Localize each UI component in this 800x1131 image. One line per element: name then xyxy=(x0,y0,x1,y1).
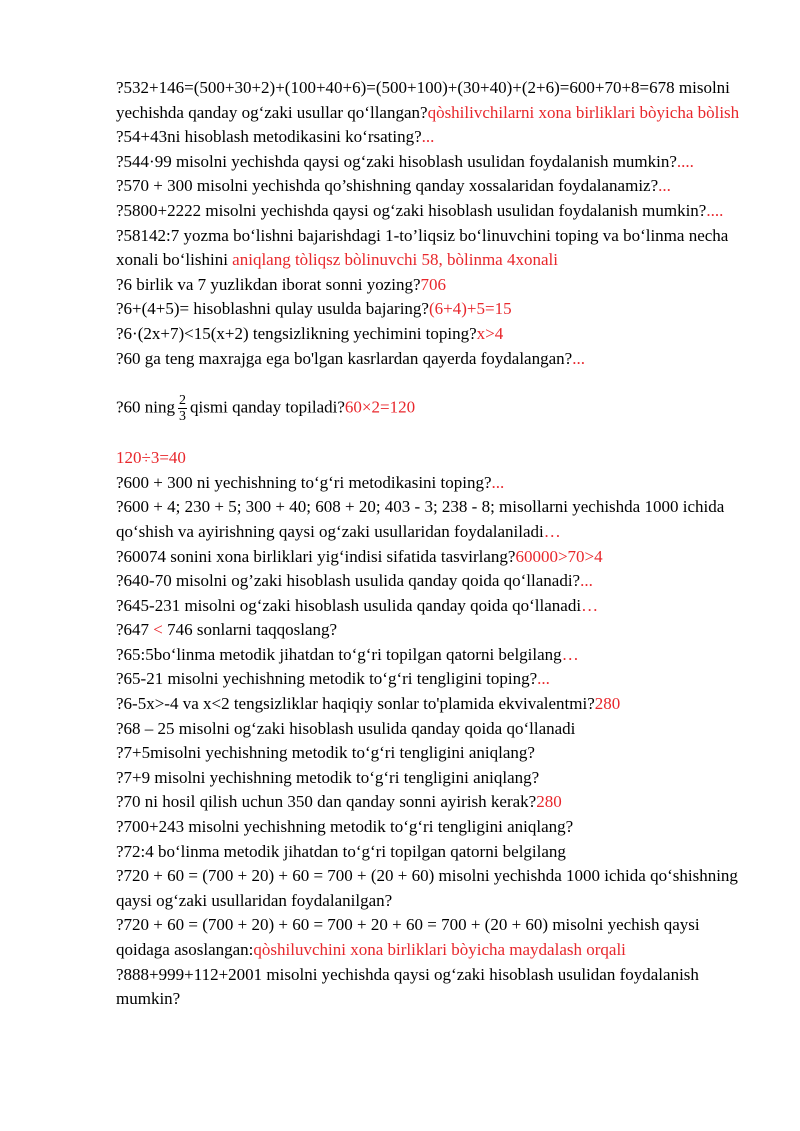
answer-text: ... xyxy=(491,472,505,492)
answer-text: qòshiluvchini xona birliklari bòyicha maydalash orqali xyxy=(253,940,626,959)
answer-text: 60000>70>4 xyxy=(515,546,603,566)
answer-text: 706 xyxy=(420,274,447,294)
question-line xyxy=(116,643,756,668)
answer-text: … xyxy=(543,521,561,541)
answer-text: 60×2=120 xyxy=(344,397,416,417)
answer-text: 280 xyxy=(536,792,562,812)
answer-text: < xyxy=(153,620,163,640)
question-line xyxy=(116,322,756,347)
question-text: ?58142:7 yozma bo‘lishni bajarishdagi 1-to’liqsiz bo‘linuvchini toping va bo‘linma necha xonali bo‘lishini xyxy=(116,225,729,270)
question-text: ?888+999+112+2001 misolni yechishda qaysi og‘zaki hisoblash usulidan foydalanish mumkin? xyxy=(116,964,699,1009)
question-line xyxy=(116,766,756,791)
question-line xyxy=(116,150,756,175)
fraction-numerator: 2 xyxy=(179,393,187,409)
fraction-denominator: 3 xyxy=(179,409,187,425)
question-line xyxy=(116,297,756,322)
question-text: ?647 xyxy=(116,620,154,640)
question-line xyxy=(116,224,756,273)
question-line xyxy=(116,273,756,298)
question-line xyxy=(116,741,756,766)
question-text: ?7+5misolni yechishning metodik to‘g‘ri tengligini aniqlang? xyxy=(116,743,535,763)
question-line xyxy=(116,913,756,962)
answer-text: ... xyxy=(658,176,671,196)
question-line xyxy=(116,618,756,643)
answer-text: (6+4)+5=15 xyxy=(428,299,512,319)
question-text: ?6 birlik va 7 yuzlikdan iborat sonni yozing? xyxy=(116,274,421,294)
question-text: ?720 + 60 = (700 + 20) + 60 = 700 + (20 + 60) misolni yechishda 1000 ichida qo‘shishning qaysi og‘zaki usullaridan foydalanilgan? xyxy=(116,866,738,910)
question-text: ?70 ni hosil qilish uchun 350 dan qanday sonni ayirish kerak? xyxy=(116,792,537,812)
answer-text: .... xyxy=(706,200,724,220)
question-line xyxy=(116,717,756,742)
question-line xyxy=(116,790,756,815)
question-text: ?544·99 misolni yechishda qaysi og‘zaki hisoblash usulidan foydalanish mumkin? xyxy=(116,151,677,171)
answer-text: … xyxy=(561,644,579,664)
question-line xyxy=(116,125,756,150)
answer-text: 280 xyxy=(594,694,621,714)
question-line xyxy=(116,864,756,913)
question-text: ?65:5bo‘linma metodik jihatdan to‘g‘ri topilgan qatorni belgilang xyxy=(116,644,562,664)
question-line xyxy=(116,495,756,544)
question-text: ?54+43ni hisoblash metodikasini ko‘rsating? xyxy=(116,127,422,147)
answer-text: qòshilivchilarni xona birliklari bòyicha bòlish xyxy=(427,102,740,122)
question-line xyxy=(116,199,756,224)
question-text: ?7+9 misolni yechishning metodik to‘g‘ri tengligini aniqlang? xyxy=(116,767,540,787)
question-text: ?65-21 misolni yechishning metodik to‘g‘ri tengligini toping? xyxy=(116,669,538,689)
question-text: ?60074 sonini xona birliklari yig‘indisi sifatida tasvirlang? xyxy=(116,546,516,566)
answer-text: ... xyxy=(572,348,585,368)
answer-text: aniqlang tòliqsz bòlinuvchi 58, bòlinma 4xonali xyxy=(232,250,558,270)
answer-text: x>4 xyxy=(476,323,504,343)
question-text: ?6·(2x+7)<15(x+2) tengsizlikning yechimini toping? xyxy=(116,323,477,343)
question-line xyxy=(116,471,756,496)
question-line xyxy=(116,174,756,199)
question-line xyxy=(116,840,756,865)
question-text: ?72:4 bo‘linma metodik jihatdan to‘g‘ri topilgan qatorni belgilang xyxy=(116,841,566,861)
question-text: ?60 ga teng maxrajga ega bo'lgan kasrlardan qayerda foydalangan? xyxy=(116,348,573,368)
question-text: ?600 + 4; 230 + 5; 300 + 40; 608 + 20; 403 - 3; 238 - 8; misollarni yechishda 1000 ichida qo‘shish va ayirishning qaysi og‘zaki usullaridan foydalaniladi xyxy=(116,497,725,541)
question-text: ?570 + 300 misolni yechishda qo’shishning qanday xossalaridan foydalanamiz? xyxy=(116,176,659,196)
question-text: ?532+146=(500+30+2)+(100+40+6)=(500+100)+(30+40)+(2+6)=600+70+8=678 misolni yechishda qanday og‘zaki usullar qo‘llangan? xyxy=(116,78,730,122)
answer-text: .... xyxy=(676,151,694,171)
question-line xyxy=(116,347,756,372)
fraction-question-line xyxy=(116,388,756,429)
question-text: 746 sonlarni taqqoslang? xyxy=(162,620,338,640)
question-line xyxy=(116,594,756,619)
question-text: ?720 + 60 = (700 + 20) + 60 = 700 + 20 + 60 = 700 + (20 + 60) misolni yechish qaysi qoidaga asoslangan: xyxy=(116,915,700,959)
question-line xyxy=(116,815,756,840)
fraction xyxy=(178,393,187,424)
question-text: ?5800+2222 misolni yechishda qaysi og‘zaki hisoblash usulidan foydalanish mumkin? xyxy=(116,200,707,220)
answer-line: 120÷3=40 xyxy=(116,448,186,468)
question-text: ?600 + 300 ni yechishning to‘g‘ri metodikasini toping? xyxy=(116,472,492,492)
question-text: ?60 ning xyxy=(116,397,176,417)
question-text: ?6+(4+5)= hisoblashni qulay usulda bajaring? xyxy=(116,299,429,319)
question-text: ?645-231 misolni og‘zaki hisoblash usulida qanday qoida qo‘llanadi xyxy=(116,595,582,615)
question-line xyxy=(116,667,756,692)
question-text: ?640-70 misolni og’zaki hisoblash usulida qanday qoida qo‘llanadi? xyxy=(116,571,581,591)
question-text: ?68 – 25 misolni og‘zaki hisoblash usulida qanday qoida qo‘llanadi xyxy=(116,718,576,738)
question-line xyxy=(116,76,756,125)
question-line xyxy=(116,545,756,570)
question-text: ?6-5x>-4 va x<2 tengsizliklar haqiqiy sonlar to'plamida ekvivalentmi? xyxy=(116,694,595,714)
question-line xyxy=(116,963,756,1012)
answer-text: ... xyxy=(421,127,435,147)
question-line xyxy=(116,692,756,717)
question-text: qismi qanday topiladi? xyxy=(190,397,345,417)
answer-text: ... xyxy=(537,669,550,689)
question-line xyxy=(116,569,756,594)
question-list xyxy=(116,76,756,1012)
question-text: ?700+243 misolni yechishning metodik to‘g‘ri tengligini aniqlang? xyxy=(116,817,574,837)
answer-text: ... xyxy=(580,571,593,591)
answer-text: … xyxy=(581,595,599,615)
